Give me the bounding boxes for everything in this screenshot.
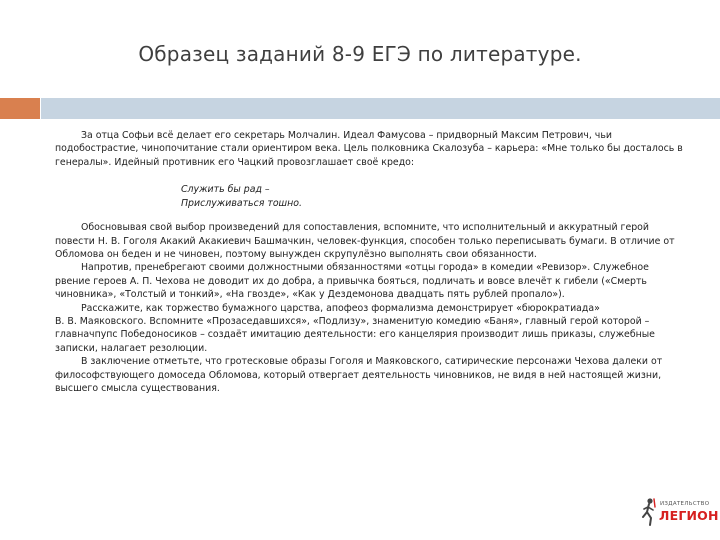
paragraph-chekhov: Напротив, пренебрегают своими должностными обязанностями «отцы города» в комедии «Ревизор». Служебное рвение героев А. П. Чехова не доводит их до добра, а привычка бояться, подличать и вовсе влечёт к гибели («Смерть чиновника», «Толстый и тонкий», «На гвозде», «Как у Дездемонова двадцать пять рублей пропало»).: [55, 262, 649, 301]
paragraph-mayakovsky: В. В. Маяковского. Вспомните «Прозаседавшихся», «Подлизу», знаменитую комедию «Баня», главный герой которой – главначпупс Победоносиков – создаёт имитацию деятельности: его канцелярия производит лишь приказы, служебные записки, налагает резолюции.: [55, 316, 655, 354]
logo-publisher-label: ИЗДАТЕЛЬСТВО: [660, 501, 710, 507]
paragraph-conclusion: В заключение отметьте, что гротесковые образы Гоголя и Маяковского, сатирические персонажи Чехова далеки от философствующего домоседа Обломова, который отвергает деятельность чиновников, не видя в ней настоящей жизни, высшего смысла существования.: [55, 356, 663, 395]
body-text: [55, 129, 687, 396]
paragraph-bureaucracy: Расскажите, как торжество бумажного царства, апофеоз формализма демонстрирует «бюрократиада»: [81, 302, 600, 314]
paragraph-famusov: За отца Софьи всё делает его секретарь Молчалин. Идеал Фамусова – придворный Максим Петрович, чьи подобострастие, чинопочитание стали ориентиром века. Цель полковника Скалозуба – карьера: «Мне только бы досталось в генералы». Идейный противник его Чацкий провозглашает своё кредо:: [55, 130, 683, 168]
accent-square: [0, 98, 40, 119]
divider-bar: [41, 98, 720, 119]
quote-line: Служить бы рад –: [181, 184, 270, 196]
publisher-logo: [640, 497, 719, 531]
running-figure-icon: [640, 497, 658, 527]
quote-block: [181, 183, 687, 211]
logo-brand-name: ЛЕГИОН: [659, 508, 719, 523]
quote-line: Прислуживаться тошно.: [181, 198, 302, 210]
slide-title: Образец заданий 8-9 ЕГЭ по литературе.: [138, 42, 582, 66]
paragraph-gogol: Обосновывая свой выбор произведений для сопоставления, вспомните, что исполнительный и аккуратный герой повести Н. В. Гоголя Акакий Акакиевич Башмачкин, человек-функция, способен только переписывать бумаги. В отличие от Обломова он беден и не чиновен, поэтому вынужден скрупулёзно выполнять свои обязанности.: [55, 222, 675, 261]
